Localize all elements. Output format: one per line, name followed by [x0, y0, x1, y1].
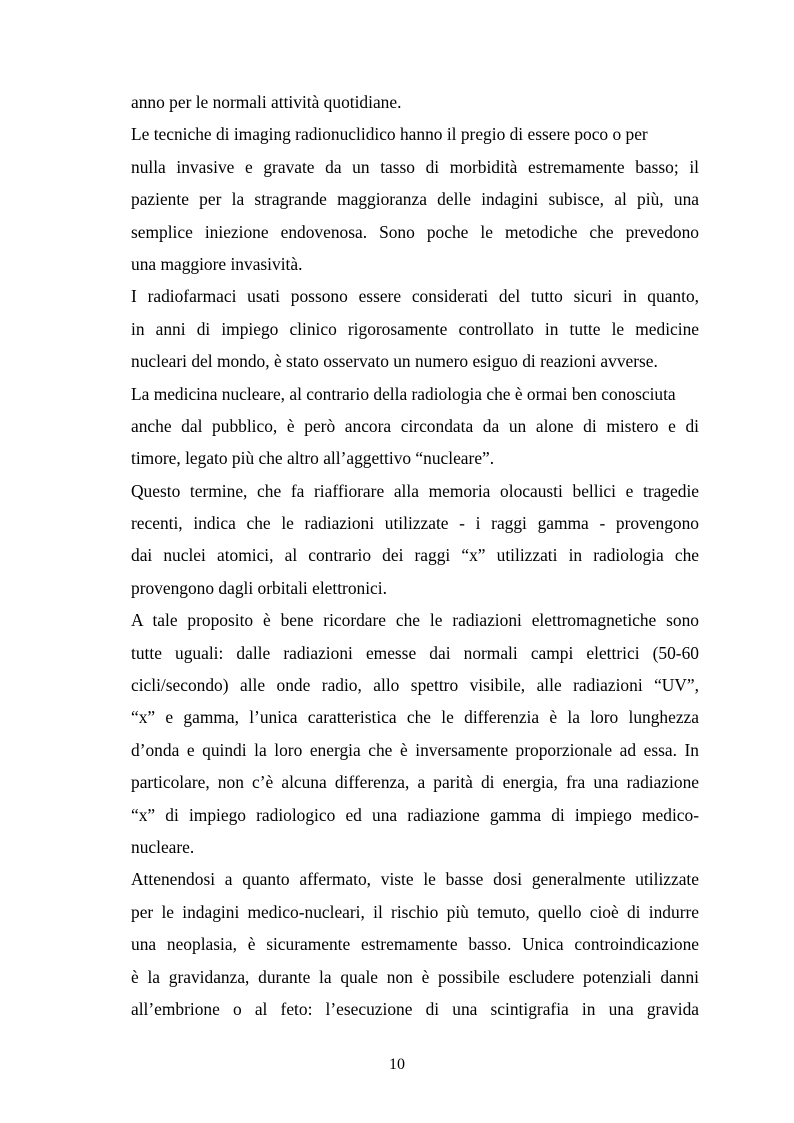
text-line: A tale proposito è bene ricordare che le radiazioni elettromagnetiche sono [131, 610, 699, 631]
text-line: Questo termine, che fa riaffiorare alla memoria olocausti bellici e tragedie [131, 480, 699, 501]
text-line: timore, legato più che altro all’aggettivo “nucleare”. [131, 448, 495, 469]
text-line: “x” e gamma, l’unica caratteristica che le differenzia è la loro lunghezza [131, 707, 699, 728]
text-line: semplice iniezione endovenosa. Sono poche le metodiche che prevedono [131, 221, 699, 242]
text-line: Le tecniche di imaging radionuclidico hanno il pregio di essere poco o per [131, 124, 648, 145]
text-line: I radiofarmaci usati possono essere considerati del tutto sicuri in quanto, [131, 286, 699, 307]
text-line: provengono dagli orbitali elettronici. [131, 577, 387, 598]
text-line: dai nuclei atomici, al contrario dei raggi “x” utilizzati in radiologia che [131, 545, 699, 566]
text-line: “x” di impiego radiologico ed una radiazione gamma di impiego medico- [131, 804, 699, 825]
text-line: in anni di impiego clinico rigorosamente controllato in tutte le medicine [131, 318, 699, 339]
text-line: Attenendosi a quanto affermato, viste le basse dosi generalmente utilizzate [131, 869, 699, 890]
text-line: La medicina nucleare, al contrario della radiologia che è ormai ben conosciuta [131, 383, 676, 404]
text-line: d’onda e quindi la loro energia che è inversamente proporzionale ad essa. In [131, 739, 699, 760]
text-line: cicli/secondo) alle onde radio, allo spettro visibile, alle radiazioni “UV”, [131, 675, 699, 696]
text-line: per le indagini medico-nucleari, il rischio più temuto, quello cioè di indurre [131, 901, 699, 922]
text-line: all’embrione o al feto: l’esecuzione di una scintigrafia in una gravida [131, 998, 699, 1019]
body-text [131, 86, 699, 1025]
text-line: tutte uguali: dalle radiazioni emesse dai normali campi elettrici (50-60 [131, 642, 699, 663]
text-line: paziente per la stragrande maggioranza delle indagini subisce, al più, una [131, 189, 699, 210]
text-line: anche dal pubblico, è però ancora circondata da un alone di mistero e di [131, 415, 699, 436]
text-line: nulla invasive e gravate da un tasso di morbidità estremamente basso; il [131, 156, 699, 177]
text-line: recenti, indica che le radiazioni utilizzate - i raggi gamma - provengono [131, 513, 699, 534]
text-line: è la gravidanza, durante la quale non è possibile escludere potenziali danni [131, 966, 699, 987]
text-line: nucleari del mondo, è stato osservato un numero esiguo di reazioni avverse. [131, 351, 658, 372]
text-line: nucleare. [131, 836, 195, 857]
text-line: particolare, non c’è alcuna differenza, a parità di energia, fra una radiazione [131, 772, 699, 793]
text-line: una maggiore invasività. [131, 253, 303, 274]
page-number: 10 [389, 1056, 405, 1073]
text-line: una neoplasia, è sicuramente estremamente basso. Unica controindicazione [131, 934, 699, 955]
text-line: anno per le normali attività quotidiane. [131, 92, 402, 112]
